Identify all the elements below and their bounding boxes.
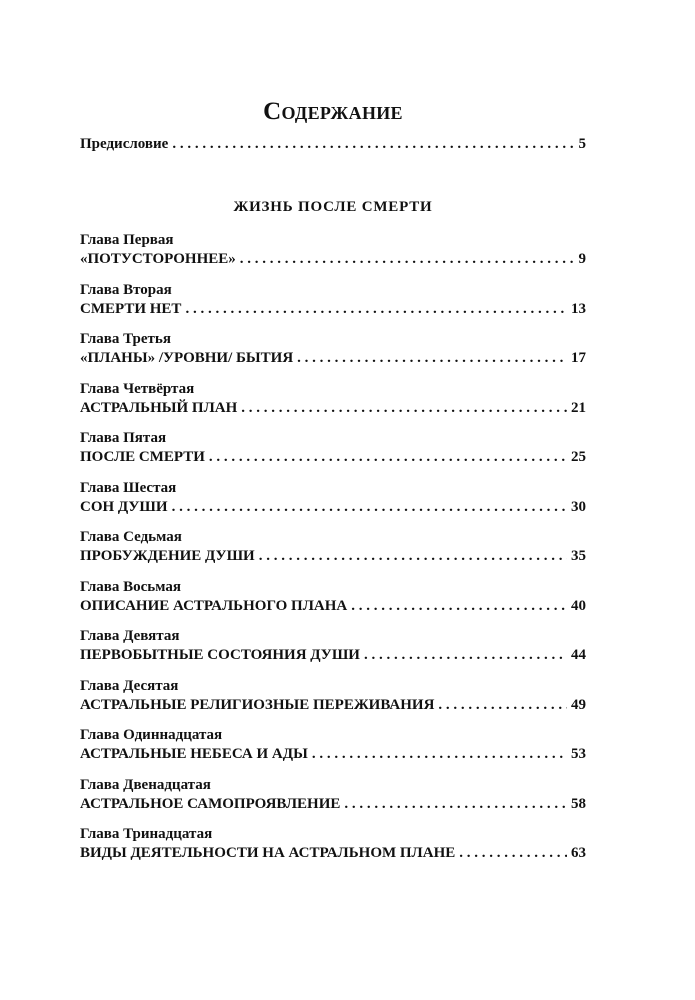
toc-entry-label: Предисловие [80,136,169,152]
chapter-title: ОПИСАНИЕ АСТРАЛЬНОГО ПЛАНА [80,598,348,614]
chapter-title: ПОСЛЕ СМЕРТИ [80,449,205,465]
dot-leader [172,136,574,153]
toc-entry[interactable] [80,400,586,420]
chapter-title: «ПОТУСТОРОННЕЕ» [80,251,236,267]
page-title: Содержание [263,98,403,125]
chapter-title: АСТРАЛЬНЫЕ НЕБЕСА И АДЫ [80,746,308,762]
dot-leader [185,301,567,318]
dot-leader [344,796,567,813]
dot-leader [312,746,567,763]
toc-entry[interactable] [80,350,586,370]
chapter-title: ВИДЫ ДЕЯТЕЛЬНОСТИ НА АСТРАЛЬНОМ ПЛАНЕ [80,845,456,861]
toc-page-number: 17 [571,350,586,366]
chapter-number-label: Глава Шестая [80,480,177,496]
chapter-title: «ПЛАНЫ» /УРОВНИ/ БЫТИЯ [80,350,294,366]
dot-leader [240,251,575,268]
chapter-number-label: Глава Тринадцатая [80,826,213,842]
toc-entry[interactable] [80,499,586,519]
toc-page-number: 40 [571,598,586,614]
chapter-number-label: Глава Десятая [80,678,179,694]
chapter-number-label: Глава Двенадцатая [80,777,211,793]
chapter-title: АСТРАЛЬНЫЙ ПЛАН [80,400,238,416]
chapter-number-label: Глава Одиннадцатая [80,727,223,743]
chapter-title: АСТРАЛЬНОЕ САМОПРОЯВЛЕНИЕ [80,796,341,812]
toc-entry[interactable] [80,647,586,667]
toc-page-number: 21 [571,400,586,416]
chapter-number-label: Глава Седьмая [80,529,182,545]
toc-entry-preface[interactable] [80,136,586,156]
toc-entry[interactable] [80,598,586,618]
section-title: ЖИЗНЬ ПОСЛЕ СМЕРТИ [233,199,433,215]
chapter-title: АСТРАЛЬНЫЕ РЕЛИГИОЗНЫЕ ПЕРЕЖИВАНИЯ [80,697,435,713]
dot-leader [459,845,567,862]
toc-entry[interactable] [80,251,586,271]
toc-page-number: 9 [578,251,586,267]
chapter-number-label: Глава Первая [80,232,174,248]
toc-page-number: 35 [571,548,586,564]
chapter-number-label: Глава Третья [80,331,171,347]
toc-page-number: 63 [571,845,586,861]
toc-entry[interactable] [80,746,586,766]
dot-leader [297,350,567,367]
toc-entry[interactable] [80,796,586,816]
dot-leader [241,400,567,417]
toc-page-number: 5 [578,136,586,152]
dot-leader [351,598,567,615]
toc-entry[interactable] [80,449,586,469]
chapter-number-label: Глава Девятая [80,628,180,644]
toc-entry[interactable] [80,845,586,865]
dot-leader [364,647,567,664]
chapter-title: СМЕРТИ НЕТ [80,301,182,317]
dot-leader [209,449,567,466]
chapter-number-label: Глава Восьмая [80,579,181,595]
chapter-title: СОН ДУШИ [80,499,168,515]
chapter-number-label: Глава Пятая [80,430,167,446]
toc-page-number: 25 [571,449,586,465]
toc-page-number: 53 [571,746,586,762]
toc-page-number: 58 [571,796,586,812]
toc-entry[interactable] [80,697,586,717]
chapter-title: ПЕРВОБЫТНЫЕ СОСТОЯНИЯ ДУШИ [80,647,360,663]
toc-entry[interactable] [80,301,586,321]
dot-leader [259,548,567,565]
chapter-number-label: Глава Четвёртая [80,381,195,397]
dot-leader [438,697,567,714]
toc-page-number: 49 [571,697,586,713]
toc-page-number: 30 [571,499,586,515]
toc-entry[interactable] [80,548,586,568]
chapter-number-label: Глава Вторая [80,282,172,298]
dot-leader [172,499,567,516]
toc-page-number: 44 [571,647,586,663]
toc-page-number: 13 [571,301,586,317]
chapter-title: ПРОБУЖДЕНИЕ ДУШИ [80,548,255,564]
